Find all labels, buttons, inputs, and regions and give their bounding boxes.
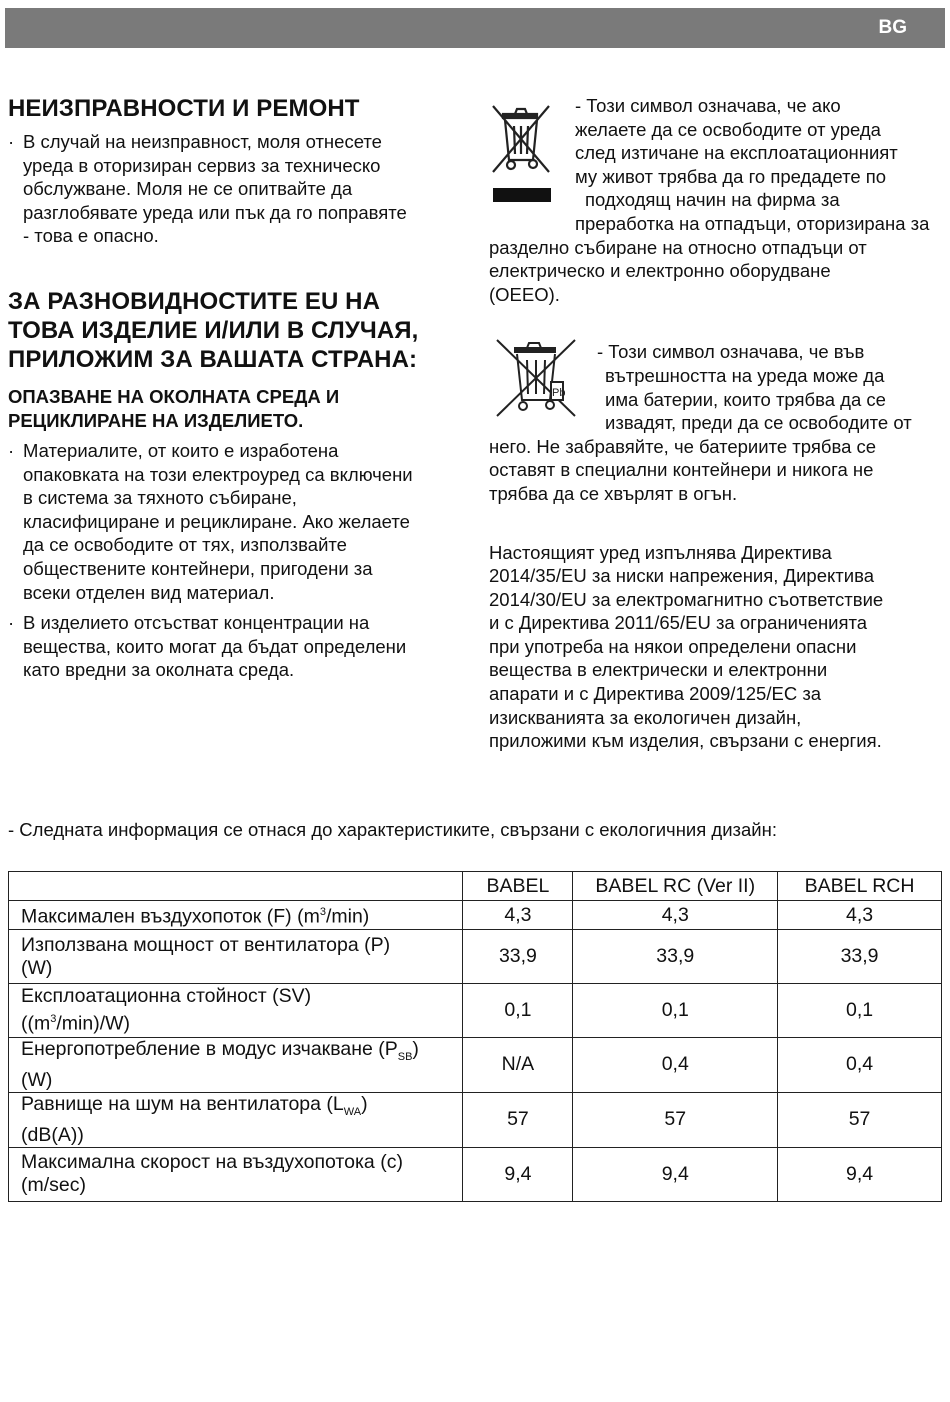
right-column	[489, 94, 944, 753]
weee-symbol-block	[489, 94, 944, 306]
row-label-fan-power: Използвана мощност от вентилатора (P) (W)	[9, 930, 463, 984]
battery-bin-icon	[493, 336, 585, 424]
table-row	[9, 984, 942, 1038]
language-code: BG	[878, 17, 907, 38]
cell-value: 57	[573, 1092, 778, 1147]
row-label-max-airflow: Максимален въздухопоток (F) $(m^3/\min)$	[9, 901, 463, 930]
battery-symbol-block	[489, 340, 944, 505]
table-row	[9, 1147, 942, 1201]
cell-value: 4,3	[778, 901, 942, 930]
bullet-dot: ·	[8, 612, 15, 634]
ecodesign-table	[8, 871, 942, 1202]
cell-value: 0,4	[778, 1038, 942, 1093]
cell-value: 57	[778, 1092, 942, 1147]
ecodesign-intro: - Следната информация се отнася до характеристиките, свързани с екологичния дизайн:	[8, 819, 777, 840]
substances-bullet: · В изделието отсъстват концентрации на вещества, които могат да бъдат определени като вредни за околната среда.	[8, 612, 407, 681]
header-bar	[5, 8, 945, 48]
packaging-bullet: · Материалите, от които е изработена опаковката на този електроуред са включени в система за тяхното събиране, класифициране и рециклиране. Ако желаете да се освободите от тях, използвайте обществените контейнери, пригодени за всеки отделен вид материал.	[8, 439, 413, 603]
weee-text: - Този символ означава, че ако желаете да се освободите от уреда след изтичане на експлоатационният му живот трябва да го предадете по подходящ начин на фирма за преработка на отпадъци, оторизирана за разделно събиране на относно отпадъци от електрическо и електронно оборудване (ОЕЕО).	[489, 95, 930, 305]
cell-value: 33,9	[778, 930, 942, 984]
section-title-repair: НЕИЗПРАВНОСТИ И РЕМОНТ	[8, 95, 360, 122]
cell-value: 0,4	[573, 1038, 778, 1093]
cell-value: 33,9	[573, 930, 778, 984]
table-header-row	[9, 872, 942, 901]
cell-value: 0,1	[778, 984, 942, 1038]
weee-bin-icon	[489, 102, 563, 212]
cell-value: 4,3	[463, 901, 573, 930]
left-column	[8, 94, 463, 682]
cell-value: 57	[463, 1092, 573, 1147]
row-label-max-air-velocity: Максимална скорост на въздухопотока (c) (m/sec)	[9, 1147, 463, 1201]
repair-bullet: · В случай на неизправност, моля отнесете уреда в оторизиран сервиз за техническо обслужване. Моля не се опитвайте да разглобявате уреда или пък да го поправяте - това е опасно.	[8, 131, 407, 247]
header-cell-empty	[9, 872, 463, 901]
header-cell-babel: BABEL	[463, 872, 573, 901]
bullet-dot: ·	[8, 131, 15, 152]
cell-value: 33,9	[463, 930, 573, 984]
directive-text: Настоящият уред изпълнява Директива 2014/35/EU за ниски напрежения, Директива 2014/30/EU за електромагнитно съответствие и с Директива 2011/65/EU за ограниченията при употреба на някои определени опасни вещества в електрически и електронни апарати и с Директива 2009/125/ЕС за изискванията за екологичен дизайн, приложими към изделия, свързани с енергия.	[489, 541, 884, 752]
section-title-eu: ЗА РАЗНОВИДНОСТИТЕ EU НА ТОВА ИЗДЕЛИЕ И/ИЛИ В СЛУЧАЯ, ПРИЛОЖИМ ЗА ВАШАТА СТРАНА:	[8, 287, 419, 373]
svg-text:Pb: Pb	[552, 387, 566, 400]
cell-value: 9,4	[463, 1147, 573, 1201]
cell-value: N/A	[463, 1038, 573, 1093]
header-cell-babel-rc: BABEL RC (Ver II)	[573, 872, 778, 901]
table-row	[9, 930, 942, 984]
row-label-noise-level: Равнище на шум на вентилатора $(L_{WA})$ (dB(A))	[9, 1092, 463, 1147]
cell-value: 4,3	[573, 901, 778, 930]
cell-value: 9,4	[573, 1147, 778, 1201]
battery-text: - Този символ означава, че във вътрешността на уреда може да има батерии, които трябва да се извадят, преди да се освободите от него. Не забравяйте, че батериите трябва се оставят в специални контейнери и никога не трябва да се хвърлят в огън.	[489, 341, 912, 504]
cell-value: 0,1	[573, 984, 778, 1038]
subsection-title-environment: ОПАЗВАНЕ НА ОКОЛНАТА СРЕДА И РЕЦИКЛИРАНЕ НА ИЗДЕЛИЕТО.	[8, 385, 340, 431]
header-cell-babel-rch: BABEL RCH	[778, 872, 942, 901]
cell-value: 9,4	[778, 1147, 942, 1201]
table-row	[9, 1092, 942, 1147]
cell-value: 0,1	[463, 984, 573, 1038]
table-row	[9, 1038, 942, 1093]
table-row	[9, 901, 942, 930]
bullet-dot: ·	[8, 439, 15, 461]
row-label-standby-power: Енергопотребление в модус изчакване $(P_{SB})$ (W)	[9, 1038, 463, 1093]
row-label-service-value: Експлоатационна стойност (SV) $((m^3/\min)/W)$	[9, 984, 463, 1038]
